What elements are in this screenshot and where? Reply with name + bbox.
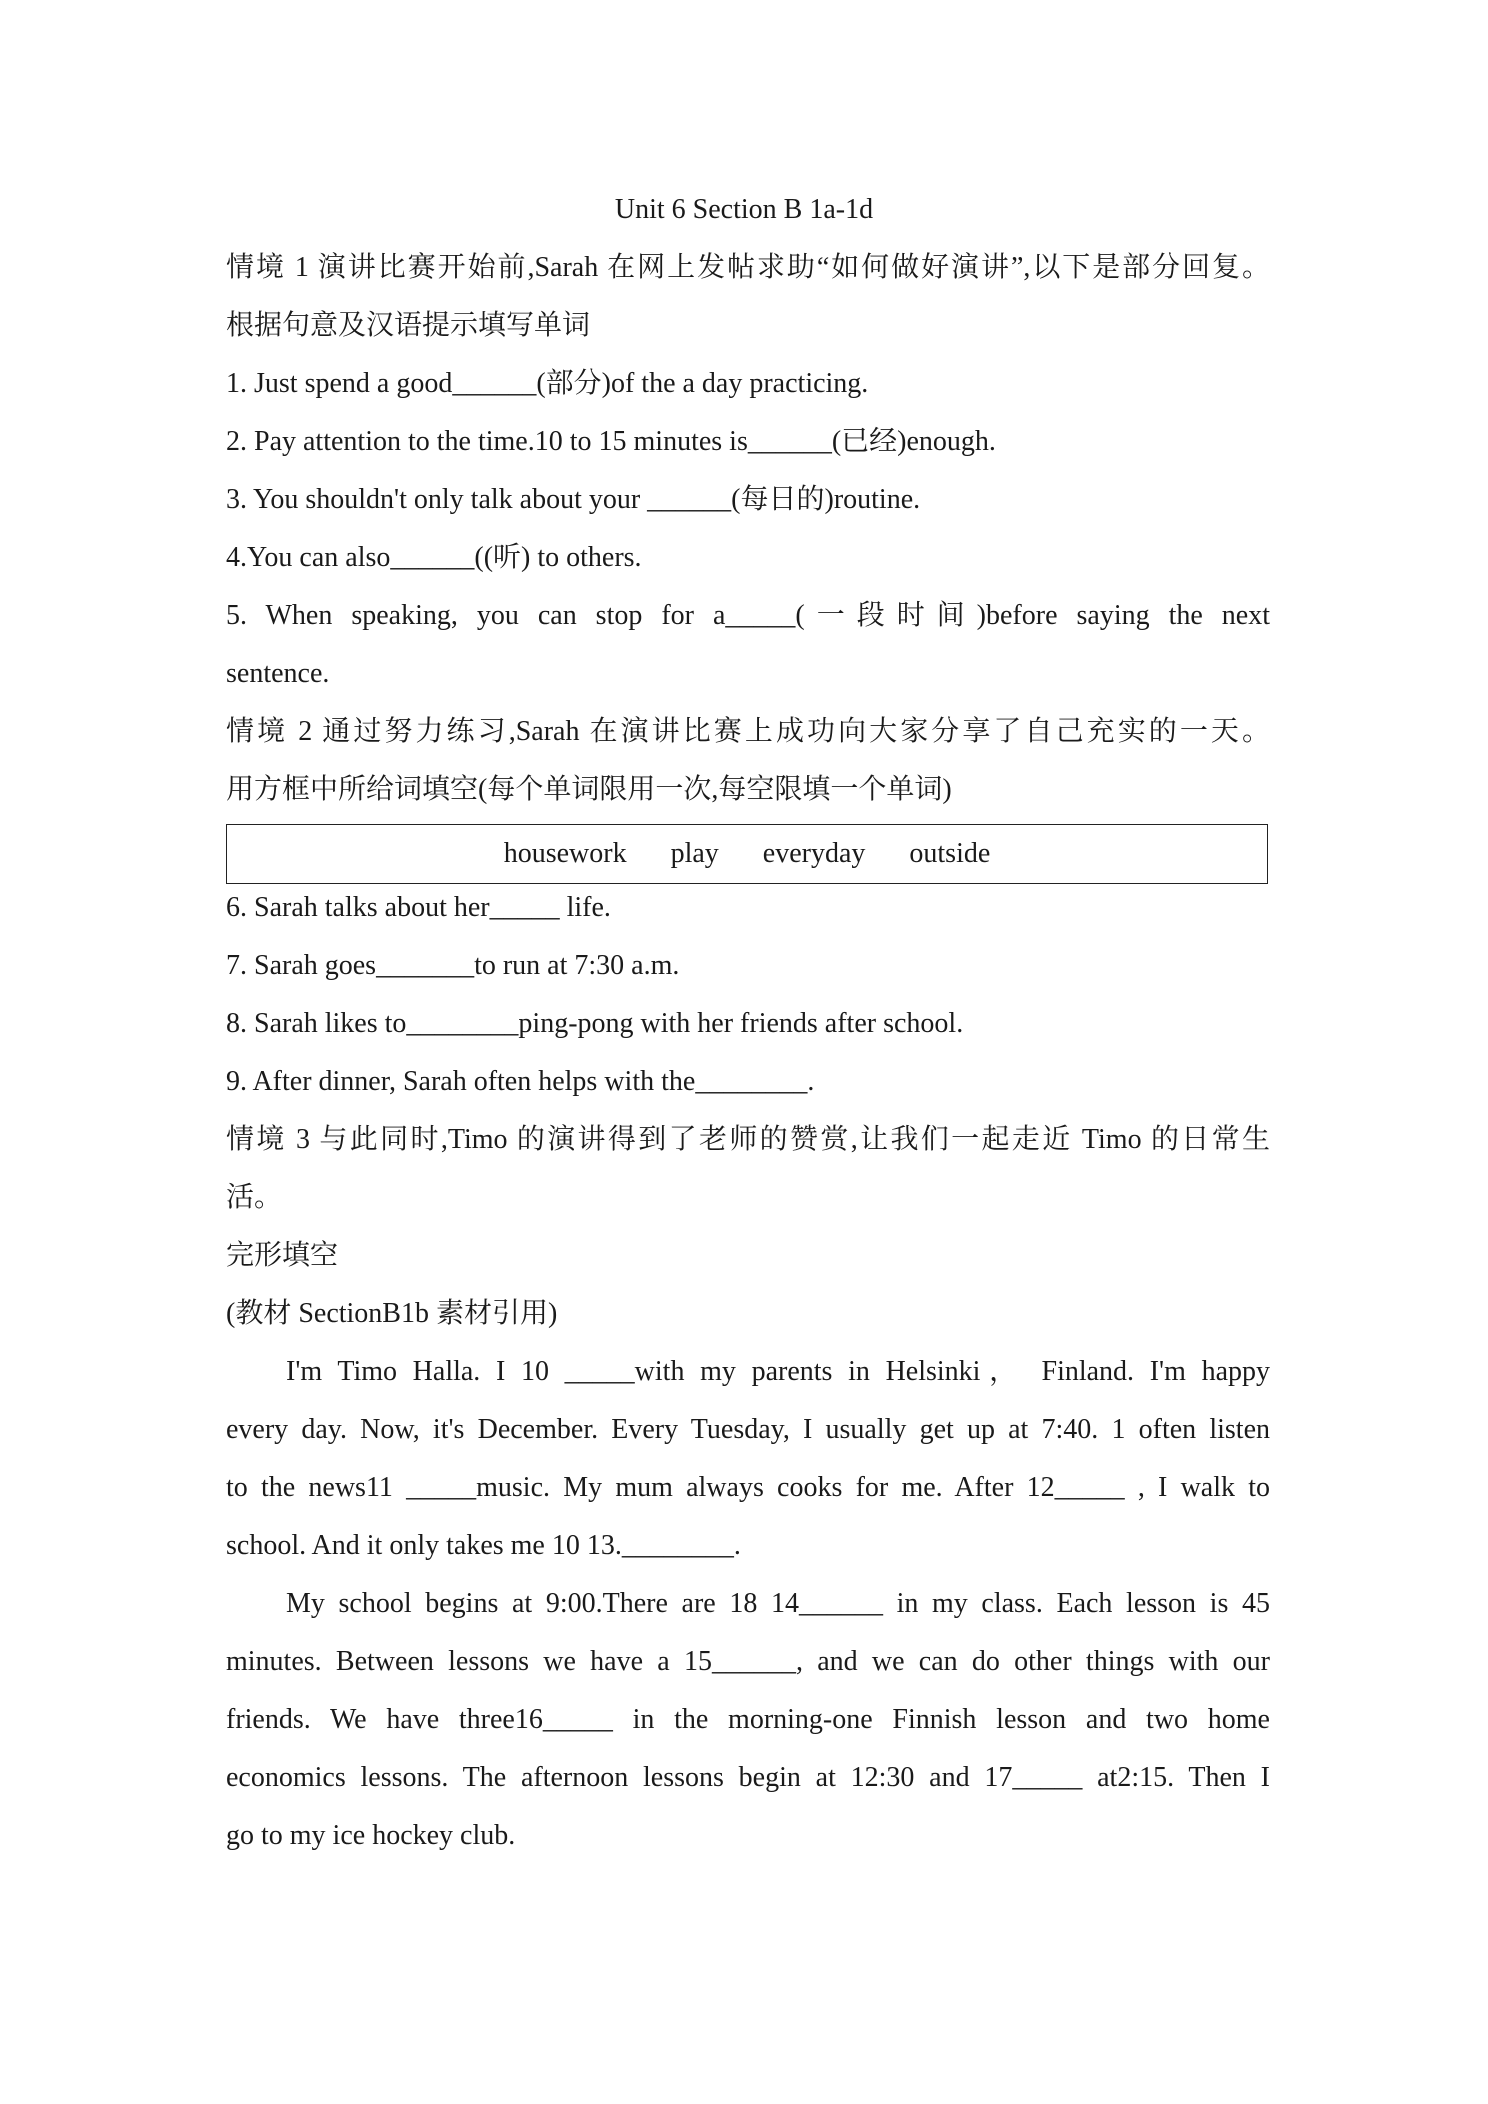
passage-paragraph-2-line: My school begins at 9:00.There are 18 14______ in my class. Each lesson is 45: [286, 1588, 1270, 1619]
word-bank-item: everyday: [762, 838, 866, 869]
question-4: 4.You can also______((听) to others.: [226, 542, 642, 573]
question-5: 5. When speaking, you can stop for a_____(一段时间)before saying the next: [226, 600, 1270, 631]
question-1: 1. Just spend a good______(部分)of the a day practicing.: [226, 368, 869, 399]
passage-paragraph-2-line: go to my ice hockey club.: [226, 1820, 516, 1851]
word-bank-box: [226, 824, 1268, 884]
scenario-1-instruction: 根据句意及汉语提示填写单词: [226, 310, 591, 341]
question-9: 9. After dinner, Sarah often helps with the________.: [226, 1066, 815, 1097]
page-title: Unit 6 Section B 1a-1d: [614, 194, 874, 225]
source-note: (教材 SectionB1b 素材引用): [226, 1298, 558, 1329]
scenario-3-heading-continued: 活。: [226, 1182, 283, 1213]
question-8: 8. Sarah likes to________ping-pong with her friends after school.: [226, 1008, 964, 1039]
scenario-2-heading: 情境 2 通过努力练习,Sarah 在演讲比赛上成功向大家分享了自己充实的一天。: [226, 716, 1270, 747]
question-5-continued: sentence.: [226, 658, 330, 689]
question-7: 7. Sarah goes_______to run at 7:30 a.m.: [226, 950, 680, 981]
word-bank-item: play: [670, 838, 719, 869]
scenario-1-heading: 情境 1 演讲比赛开始前,Sarah 在网上发帖求助“如何做好演讲”,以下是部分回复。: [226, 252, 1270, 283]
question-2: 2. Pay attention to the time.10 to 15 minutes is______(已经)enough.: [226, 426, 996, 457]
passage-paragraph-1-line: school. And it only takes me 10 13.________.: [226, 1530, 741, 1561]
word-bank-item: housework: [503, 838, 627, 869]
passage-paragraph-1-line: every day. Now, it's December. Every Tuesday, I usually get up at 7:40. 1 often listen: [226, 1414, 1270, 1445]
passage-paragraph-1-line: I'm Timo Halla. I 10 _____with my parents in Helsinki， Finland. I'm happy: [286, 1356, 1270, 1387]
question-6: 6. Sarah talks about her_____ life.: [226, 892, 611, 923]
question-3: 3. You shouldn't only talk about your ______(每日的)routine.: [226, 484, 921, 515]
cloze-label: 完形填空: [226, 1240, 339, 1271]
passage-paragraph-2-line: economics lessons. The afternoon lessons begin at 12:30 and 17_____ at2:15. Then I: [226, 1762, 1270, 1793]
scenario-3-heading: 情境 3 与此同时,Timo 的演讲得到了老师的赞赏,让我们一起走近 Timo 的日常生: [226, 1124, 1270, 1155]
scenario-2-instruction: 用方框中所给词填空(每个单词限用一次,每空限填一个单词): [226, 774, 952, 805]
passage-paragraph-2-line: friends. We have three16_____ in the morning-one Finnish lesson and two home: [226, 1704, 1270, 1735]
passage-paragraph-2-line: minutes. Between lessons we have a 15______, and we can do other things with our: [226, 1646, 1270, 1677]
word-bank-item: outside: [909, 838, 991, 869]
passage-paragraph-1-line: to the news11 _____music. My mum always cooks for me. After 12_____ , I walk to: [226, 1472, 1270, 1503]
